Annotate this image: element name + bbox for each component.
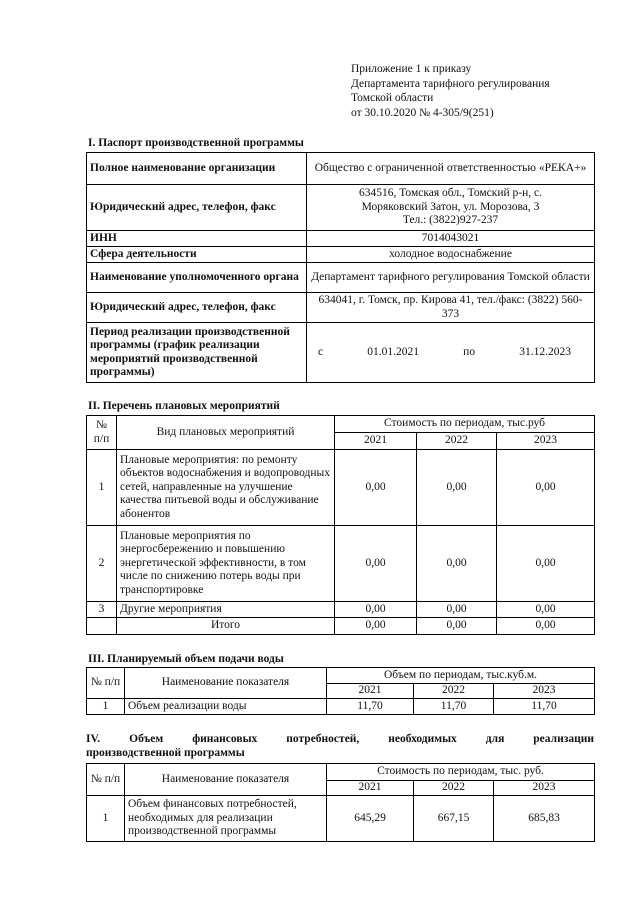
row-value: Департамент тарифного регулирования Томской области: [307, 263, 595, 293]
appendix-line: Томской области: [351, 92, 434, 104]
table-header-row: [87, 764, 595, 781]
address-line: 634516, Томская обл., Томский р-н, с.: [359, 187, 542, 200]
title-word: Объем: [129, 733, 164, 745]
year-header: 2022: [417, 433, 497, 450]
cell-value: 0,00: [335, 602, 417, 618]
table-row: [87, 450, 595, 526]
total-label: Итого: [117, 618, 335, 635]
section3-title: III. Планируемый объем подачи воды: [88, 653, 284, 665]
period-value: [307, 323, 595, 383]
cell-value: 0,00: [417, 450, 497, 526]
cell-value: 0,00: [417, 618, 497, 635]
year-header: 2023: [497, 433, 595, 450]
row-num: [87, 618, 117, 635]
year-header: 2023: [494, 684, 595, 699]
cell-value: 667,15: [414, 796, 494, 842]
year-header: 2022: [414, 781, 494, 796]
measures-table: [86, 415, 595, 635]
cell-value: 0,00: [335, 526, 417, 602]
finance-table: [86, 763, 595, 842]
cell-value: 0,00: [417, 602, 497, 618]
col-header-num: № п/п: [87, 668, 125, 699]
phone-line: Тел.: (3822)927-237: [402, 214, 499, 227]
row-label: Сфера деятельности: [87, 247, 307, 263]
title-word: реализации: [533, 733, 594, 745]
cell-value: 0,00: [497, 526, 595, 602]
table-header-row: [87, 416, 595, 433]
title-word: IV.: [86, 733, 101, 745]
row-value: холодное водоснабжение: [307, 247, 595, 263]
row-num: 1: [87, 796, 125, 842]
appendix-line: от 30.10.2020 № 4-305/9(251): [351, 106, 494, 119]
period-to-word: по: [463, 345, 476, 358]
section2-title: II. Перечень плановых мероприятий: [88, 400, 280, 412]
row-name: Другие мероприятия: [117, 602, 335, 618]
cell-value: 0,00: [335, 450, 417, 526]
address-line: Моряковский Затон, ул. Морозова, 3: [361, 200, 540, 213]
cell-value: 0,00: [497, 618, 595, 635]
row-name: Плановые мероприятия: по ремонту объектов водоснабжения и водопроводных сетей, направленные на улучшение качества питьевой воды и обслуживание абонентов: [117, 450, 335, 526]
cell-value: 685,83: [494, 796, 595, 842]
table-row: [87, 231, 595, 247]
cell-value: 11,70: [414, 699, 494, 715]
title-word: финансовых: [192, 733, 258, 745]
cell-value: 0,00: [497, 450, 595, 526]
row-value: Общество с ограниченной ответственностью «РЕКА+»: [307, 153, 595, 185]
appendix-header: [351, 62, 550, 120]
col-header-cost: Стоимость по периодам, тыс.руб: [335, 416, 595, 433]
title-word: потребностей,: [286, 733, 360, 745]
table-row: [87, 796, 595, 842]
table-row: [87, 153, 595, 185]
row-label: Полное наименование организации: [87, 153, 307, 185]
row-label: Юридический адрес, телефон, факс: [87, 293, 307, 323]
year-header: 2021: [327, 684, 414, 699]
table-header-row: [87, 668, 595, 684]
col-header-name: Наименование показателя: [125, 668, 327, 699]
col-header-name: Наименование показателя: [125, 764, 327, 796]
cell-value: 0,00: [497, 602, 595, 618]
title-word: для: [485, 733, 505, 745]
passport-table: [86, 152, 595, 383]
row-label: Период реализации производственной программы (график реализации мероприятий производственной программы): [87, 323, 307, 383]
row-name: Объем финансовых потребностей, необходимых для реализации производственной программы: [125, 796, 327, 842]
table-row: [87, 602, 595, 618]
cell-value: 0,00: [335, 618, 417, 635]
table-row: [87, 247, 595, 263]
cell-value: 645,29: [327, 796, 414, 842]
section4-title: [86, 732, 594, 760]
col-header-name: Вид плановых мероприятий: [117, 416, 335, 450]
cell-value: 11,70: [494, 699, 595, 715]
row-num: 3: [87, 602, 117, 618]
table-total-row: [87, 618, 595, 635]
table-row: [87, 293, 595, 323]
col-header-cost: Стоимость по периодам, тыс. руб.: [327, 764, 595, 781]
row-value: 7014043021: [307, 231, 595, 247]
row-value: [307, 185, 595, 231]
row-label: Юридический адрес, телефон, факс: [87, 185, 307, 231]
title-word: необходимых: [388, 733, 457, 745]
row-name: Плановые мероприятия по энергосбережению и повышению энергетической эффективности, в том числе по снижению потерь воды при транспортировке: [117, 526, 335, 602]
cell-value: 0,00: [417, 526, 497, 602]
col-header-num: № п/п: [87, 764, 125, 796]
row-label: ИНН: [87, 231, 307, 247]
water-volume-table: [86, 667, 595, 715]
year-header: 2021: [327, 781, 414, 796]
table-row: [87, 526, 595, 602]
table-row: [87, 323, 595, 383]
period-from-word: с: [318, 345, 324, 358]
table-row: [87, 263, 595, 293]
cell-value: 11,70: [327, 699, 414, 715]
section1-title: I. Паспорт производственной программы: [88, 137, 304, 149]
table-row: [87, 185, 595, 231]
row-num: 1: [87, 450, 117, 526]
col-header-num: № п/п: [87, 416, 117, 450]
appendix-line: Приложение 1 к приказу: [351, 63, 472, 75]
year-header: 2022: [414, 684, 494, 699]
row-num: 2: [87, 526, 117, 602]
row-label: Наименование уполномоченного органа: [87, 263, 307, 293]
year-header: 2021: [335, 433, 417, 450]
period-to-date: 31.12.2023: [519, 345, 571, 358]
appendix-line: Департамента тарифного регулирования: [351, 77, 550, 90]
year-header: 2023: [494, 781, 595, 796]
col-header-volume: Объем по периодам, тыс.куб.м.: [327, 668, 595, 684]
title-line2: производственной программы: [86, 747, 245, 759]
row-value: 634041, г. Томск, пр. Кирова 41, тел./факс: (3822) 560-373: [307, 293, 595, 323]
table-row: [87, 699, 595, 715]
period-from-date: 01.01.2021: [367, 345, 420, 358]
row-name: Объем реализации воды: [125, 699, 327, 715]
row-num: 1: [87, 699, 125, 715]
